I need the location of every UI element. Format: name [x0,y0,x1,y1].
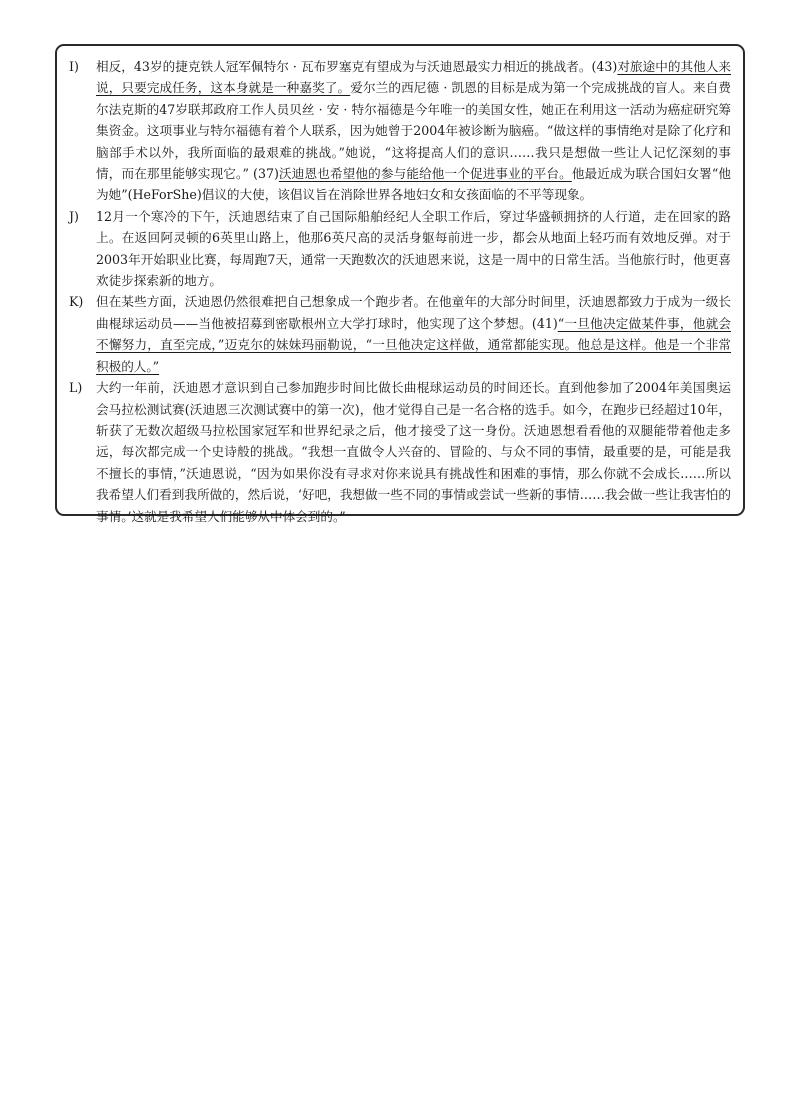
paragraph-l [69,377,731,527]
passage-box [55,44,745,524]
paragraph-text: 大约一年前，沃迪恩才意识到自己参加跑步时间比做长曲棍球运动员的时间还长。直到他参加了2004年美国奥运会马拉松测试赛(沃迪恩三次测试赛中的第一次)，他才觉得自己是一名合格的选手。如今，在跑步已经超过10年，斩获了无数次超级马拉松国家冠军和世界纪录之后，他才接受了这一身份。沃迪恩想看看他的双腿能带着他走多远，每次都完成一个史诗般的挑战。“我想一直做令人兴奋的、冒险的、与众不同的事情，最重要的是，可能是我不擅长的事情，”沃迪恩说，“因为如果你没有寻求对你来说具有挑战性和困难的事情，那么你就不会成长……所以我希望人们看到我所做的，然后说，‘好吧，我想做一些不同的事情或尝试一些新的事情……我会做一些让我害怕的事情。’这就是我希望人们能够从中体会到的。” [96,380,731,524]
paragraph-j [69,206,731,292]
paragraph-letter: J) [69,208,79,224]
underlined-answer-37: 沃迪恩也希望他的参与能给他一个促进事业的平台。 [278,166,572,182]
paragraph-text: 但在某些方面，沃迪恩仍然很难把自己想象成一个跑步者。在他童年的大部分时间里，沃迪恩都致力于成为一级长曲棍球运动员——当他被招募到密歇根州立大学打球时，他实现了这个梦想。(41) [96,294,731,331]
paragraph-text: 爱尔兰的西尼德 · 凯恩的目标是成为第一个完成挑战的盲人。来自费尔法克斯的47岁联邦政府工作人员贝丝 · 安 · 特尔福德是今年唯一的美国女性，她正在利用这一活动为癌症研究筹集资金。这项事业与特尔福德有着个人联系，因为她曾于2004年被诊断为脑癌。“做这样的事情绝对是除了化疗和脑部手术以外，我所面临的最艰难的挑战。”她说，“这将提高人们的意识……我只是想做一些让人记忆深刻的事情，而在那里能够实现它。” (37) [96,80,731,182]
paragraph-text: 他最近成为联合国妇女署“他为她”(HeForShe)倡议的大使，该倡议旨在消除世界各地妇女和女孩面临的不平等现象。 [96,166,732,203]
paragraph-letter: L) [69,380,83,396]
paragraph-i [69,56,731,206]
paragraph-letter: I) [69,59,79,74]
underlined-answer-41: “一旦他决定做某件事，他就会不懈努力，直至完成，”迈克尔的妹妹玛丽勒说，“一旦他决定这样做，通常都能实现。他总是这样。他是一个非常积极的人。” [96,315,731,374]
paragraph-text: 12月一个寒冷的下午，沃迪恩结束了自己国际船舶经纪人全职工作后，穿过华盛顿拥挤的人行道，走在回家的路上。在返回阿灵顿的6英里山路上，他那6英尺高的灵活身躯每前进一步，都会从地面上轻巧而有效地反弹。对于2003年开始职业比赛，每周跑7天，通常一天跑数次的沃迪恩来说，这是一周中的日常生活。当他旅行时，他更喜欢徒步探索新的地方。 [96,208,731,289]
paragraph-k [69,291,731,377]
underlined-answer-43: 对旅途中的其他人来说，只要完成任务，这本身就是一种嘉奖了。 [96,59,732,96]
paragraph-text: 相反，43岁的捷克铁人冠军佩特尔 · 瓦布罗塞克有望成为与沃迪恩最实力相近的挑战者。(43) [96,59,618,74]
paragraph-letter: K) [69,294,84,310]
